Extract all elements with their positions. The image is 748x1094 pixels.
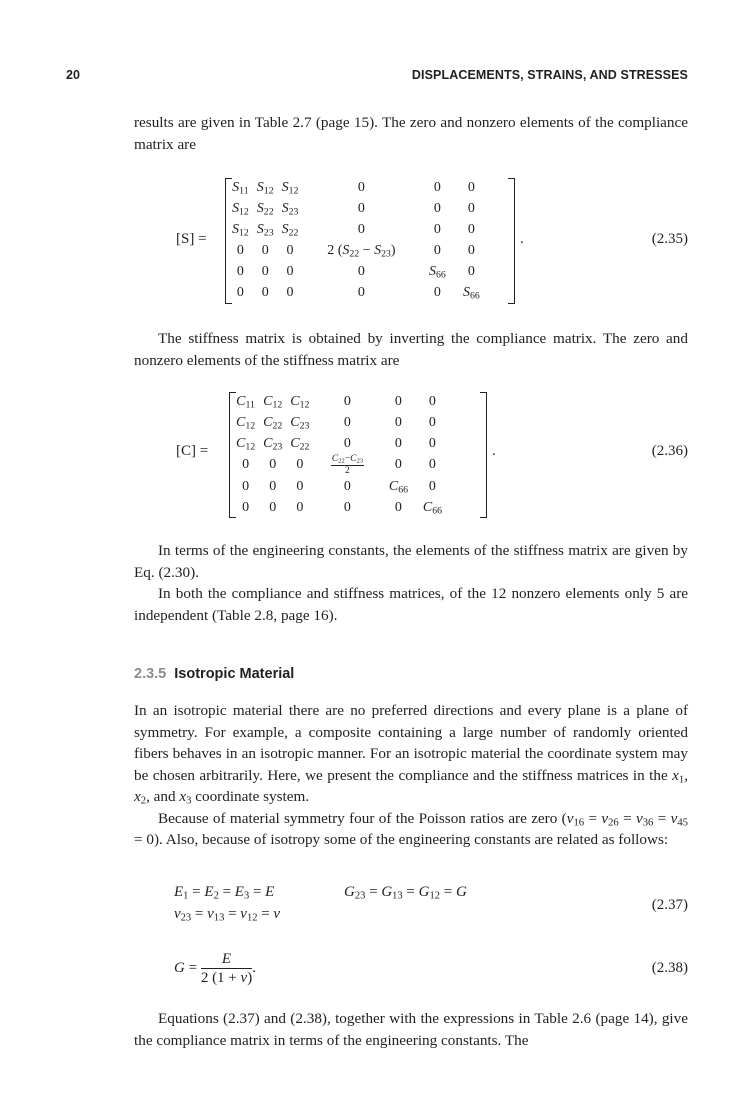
bracket-right xyxy=(508,178,515,304)
matrix-cell: 0 xyxy=(296,457,304,472)
matrix-cell: 0 xyxy=(286,284,294,300)
fraction: $\frac{C_{22}-C_{23}}{2}$ xyxy=(331,454,364,476)
running-header xyxy=(66,68,688,86)
matrix-cell: $S_{11}$ xyxy=(232,179,249,196)
eq-line-2: $\nu_{23} = \nu_{13} = \nu_{12} = \nu$ xyxy=(174,906,281,924)
paragraph-text: results are given in Table 2.7 (page 15). The zero and nonzero elements of the compliance matrix are xyxy=(134,114,688,153)
equation-2-36 xyxy=(134,386,688,522)
matrix-cell: $C_{22}$ xyxy=(290,435,310,452)
matrix-cell: 0 xyxy=(261,284,269,300)
matrix-cell: 0 xyxy=(269,478,277,494)
paragraph-text-a: In an isotropic material there are no preferred directions and every plane is a plane of symmetry. For example, a composite containing a large number of randomly oriented fibers behaves in an isotropic manner. For an isotropic material the coordinate system may be chosen arbitrarily. Here, we present the compliance and the stiffness matrices in the xyxy=(134,702,688,784)
matrix-cell: 0 xyxy=(242,478,250,494)
eq-line-1: $E_1 = E_2 = E_3 = E$ xyxy=(174,884,275,902)
matrix-cell: 0 xyxy=(357,221,365,237)
matrix-cell: 0 xyxy=(394,414,402,430)
matrix-cell: 0 xyxy=(467,179,475,195)
matrix-cell: 0 xyxy=(269,499,277,515)
matrix-cell: $S_{22}$ xyxy=(256,200,274,217)
matrix-cell: 0 xyxy=(428,414,436,430)
section-title: Isotropic Material xyxy=(174,666,295,682)
matrix-cell: 0 xyxy=(467,263,475,279)
matrix-cell: 0 xyxy=(428,393,436,409)
equation-number: (2.36) xyxy=(651,443,688,459)
paragraph-2 xyxy=(134,328,688,371)
equation-number: (2.38) xyxy=(651,960,688,976)
matrix-cell: $C_{23}$ xyxy=(290,414,310,431)
matrix-cell: 0 xyxy=(433,200,441,216)
matrix-cell: $S_{66}$ xyxy=(428,263,446,280)
matrix-cell: 0 xyxy=(467,221,475,237)
matrix-cell: 0 xyxy=(261,242,269,258)
paragraph-3 xyxy=(134,540,688,626)
eq-lhs: [S] = xyxy=(176,231,207,247)
compliance-matrix xyxy=(228,177,488,303)
eq-period: . xyxy=(520,231,524,247)
matrix-cell: 0 xyxy=(242,457,250,472)
matrix-cell: $C_{12}$ xyxy=(290,393,310,410)
bracket-right xyxy=(480,392,487,518)
paragraph-text: In both the compliance and stiffness matrices, of the 12 nonzero elements only 5 are independent (Table 2.8, page 16). xyxy=(134,585,688,624)
eq-period: . xyxy=(492,443,496,459)
matrix-cell: 0 xyxy=(357,284,365,300)
eq-line-1b: $G_{23} = G_{13} = G_{12} = G$ xyxy=(344,884,467,902)
matrix-cell: 0 xyxy=(357,200,365,216)
matrix-cell: $C_{22}$ xyxy=(263,414,283,431)
matrix-cell: $C_{12}$ xyxy=(263,393,283,410)
matrix-cell: $S_{66}$ xyxy=(462,284,480,301)
matrix-cell: 0 xyxy=(428,478,436,494)
equation-number: (2.35) xyxy=(651,231,688,247)
paragraph-text: In an isotropic material there are no preferred directions and every plane is a plane of symmetry. For example, a composite containing a large number of randomly oriented fibers behaves in an isotropic manner. For an isotropic material the coordinate system may be chosen arbitrarily. Here, we present the compliance and the stiffness matrices in the $x_1$, $x_2$, and $x_3$ coordinate system. xyxy=(134,702,688,807)
paragraph-1 xyxy=(134,112,688,155)
matrix-cell: 0 xyxy=(433,221,441,237)
section-heading xyxy=(134,666,294,682)
matrix-cell: 0 xyxy=(433,179,441,195)
matrix-cell: 0 xyxy=(394,457,402,472)
matrix-cell: $S_{12}$ xyxy=(232,200,249,217)
paragraph-text: Because of material symmetry four of the Poisson ratios are zero $(\nu_{16} = \nu_{26} = \nu_{36} = \nu_{45} = 0)$. Also, because of isotropy some of the engineering constants are related as follows: xyxy=(134,809,688,848)
paragraph-5 xyxy=(134,700,688,851)
matrix-cell: $C_{23}$ xyxy=(263,435,283,452)
matrix-cell: 0 xyxy=(236,284,244,300)
matrix-cell: $S_{12}$ xyxy=(256,179,274,196)
matrix-cell: $C_{12}$ xyxy=(236,435,256,452)
matrix-cell: 0 xyxy=(428,435,436,451)
matrix-cell: 0 xyxy=(467,200,475,216)
equation-2-35 xyxy=(134,172,688,308)
eq-lhs: [C] = xyxy=(176,443,209,459)
paragraph-text-b: coordinate system. xyxy=(191,788,310,805)
paragraph-7 xyxy=(134,1008,688,1051)
section-number: 2.3.5 xyxy=(134,666,167,682)
matrix-cell: $S_{23}$ xyxy=(281,200,299,217)
matrix-cell: 0 xyxy=(286,242,294,258)
matrix-cell: $S_{22}$ xyxy=(281,221,299,238)
matrix-cell: 0 xyxy=(343,478,351,494)
matrix-cell: 0 xyxy=(236,263,244,279)
matrix-cell: 0 xyxy=(286,263,294,279)
matrix-cell: $C_{66}$ xyxy=(422,499,442,516)
matrix-cell: 0 xyxy=(357,179,365,195)
matrix-cell: 0 xyxy=(394,393,402,409)
matrix-cell: 0 xyxy=(428,457,436,472)
matrix-cell: 0 xyxy=(343,499,351,515)
matrix-cell: 0 xyxy=(242,499,250,515)
matrix-cell: 0 xyxy=(296,478,304,494)
paragraph-text-a: Because of material symmetry four of the Poisson ratios are zero ( xyxy=(158,809,567,827)
matrix-cell: $S_{23}$ xyxy=(256,221,274,238)
matrix-cell: 0 xyxy=(343,435,351,451)
page-number: 20 xyxy=(66,68,81,82)
matrix-cell: 0 xyxy=(296,499,304,515)
matrix-cell: 0 xyxy=(343,414,351,430)
matrix-cell xyxy=(313,454,381,476)
matrix-cell: 0 xyxy=(269,457,277,472)
stiffness-matrix xyxy=(232,391,449,518)
equation-2-37 xyxy=(134,884,688,930)
matrix-cell: 0 xyxy=(433,242,441,258)
matrix-cell: $C_{12}$ xyxy=(236,414,256,431)
matrix-cell: 0 xyxy=(394,435,402,451)
fraction: $\frac{E}{2 (1 + \nu)}$ xyxy=(200,951,253,986)
equation-number: (2.37) xyxy=(651,897,688,913)
matrix-cell: $S_{12}$ xyxy=(232,221,249,238)
matrix-cell: 2 $(S_{22} - S_{23})$ xyxy=(327,242,396,259)
matrix-cell: 0 xyxy=(236,242,244,258)
paragraph-text: The stiffness matrix is obtained by inverting the compliance matrix. The zero and nonzero elements of the stiffness matrix are xyxy=(134,330,688,369)
eq-body: G = $\frac{E}{2 (1 + \nu)}$ . xyxy=(174,951,256,986)
paragraph-text-b: ). Also, because of isotropy some of the engineering constants are related as follows: xyxy=(153,831,669,848)
paragraph-text: In terms of the engineering constants, the elements of the stiffness matrix are given by Eq. (2.30). xyxy=(134,542,688,581)
matrix-cell: 0 xyxy=(433,284,441,300)
matrix-cell: $S_{12}$ xyxy=(281,179,299,196)
matrix-cell: 0 xyxy=(343,393,351,409)
matrix-cell: 0 xyxy=(357,263,365,279)
matrix-cell: 0 xyxy=(467,242,475,258)
running-title: DISPLACEMENTS, STRAINS, AND STRESSES xyxy=(411,68,688,82)
matrix-cell: 0 xyxy=(261,263,269,279)
equation-2-38 xyxy=(134,946,688,992)
paragraph-text: Equations (2.37) and (2.38), together with the expressions in Table 2.6 (page 14), give the compliance matrix in terms of the engineering constants. The xyxy=(134,1010,688,1049)
matrix-cell: 0 xyxy=(394,499,402,515)
matrix-cell: $C_{66}$ xyxy=(388,478,408,495)
matrix-cell: $C_{11}$ xyxy=(236,393,255,410)
